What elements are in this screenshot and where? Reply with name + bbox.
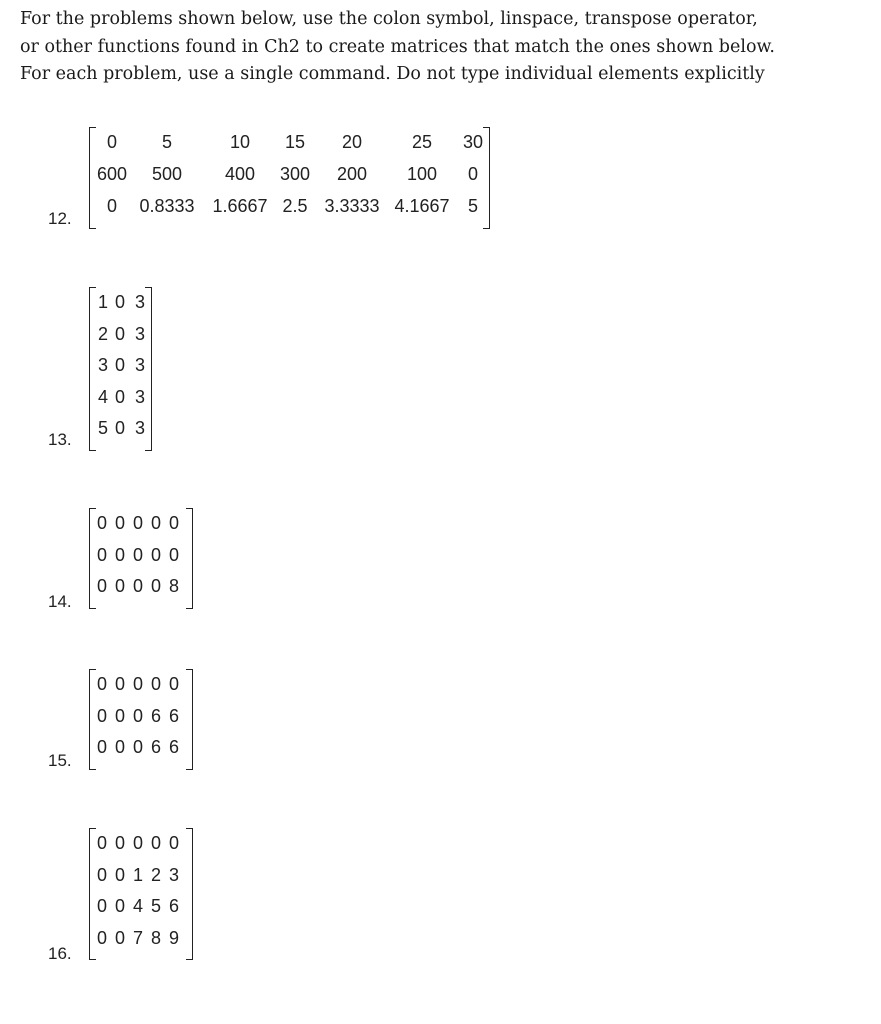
matrix-cell: 0 <box>114 674 125 694</box>
matrix-cell: 0 <box>96 896 107 916</box>
matrix-cell: 0 <box>96 576 107 596</box>
matrix-cell: 0 <box>114 544 125 565</box>
matrix-cell: 6 <box>168 705 179 726</box>
problem-number: 16. <box>48 944 72 963</box>
matrix-cell: 0 <box>114 355 125 375</box>
problem-number: 14. <box>48 592 72 611</box>
matrix-cell: 8 <box>168 576 179 596</box>
matrix-cell: 7 <box>132 927 143 948</box>
matrix-cell: 0 <box>150 576 161 596</box>
matrix-cell: 0 <box>96 544 107 565</box>
matrix-cell: 0 <box>114 705 125 726</box>
matrix-cell: 0 <box>96 833 107 853</box>
matrix-cell: 6 <box>150 737 161 757</box>
matrix-cell: 0 <box>168 513 179 533</box>
matrix-cell: 0 <box>114 292 125 312</box>
matrix-cell: 3 <box>134 386 145 407</box>
matrix-cell: 5 <box>467 196 478 216</box>
matrix <box>89 828 192 958</box>
matrix-cell: 0 <box>114 737 125 757</box>
matrix-cell: 0 <box>106 196 117 216</box>
matrix-cell: 6 <box>168 737 179 757</box>
matrix-cell: 1.6667 <box>212 196 268 216</box>
matrix-cell: 0.8333 <box>139 196 195 216</box>
matrix-cell: 0 <box>114 833 125 853</box>
matrix-cell: 5 <box>97 418 108 438</box>
matrix-cell: 8 <box>150 927 161 948</box>
matrix-cell: 0 <box>114 864 125 885</box>
matrix-cell: 500 <box>151 164 183 184</box>
matrix <box>89 287 151 449</box>
matrix-cell: 0 <box>132 576 143 596</box>
matrix-cell: 20 <box>341 132 363 152</box>
matrix-cell: 0 <box>96 674 107 694</box>
matrix-cell: 3 <box>168 864 179 885</box>
matrix-cell: 4 <box>132 896 143 916</box>
instructions-line-1: For the problems shown below, use the colon symbol, linspace, transpose operator, <box>20 9 758 29</box>
matrix-cell: 0 <box>467 164 478 184</box>
matrix-cell: 0 <box>132 544 143 565</box>
matrix-cell: 5 <box>150 896 161 916</box>
matrix-cell: 0 <box>150 544 161 565</box>
matrix-cell: 4 <box>97 386 108 407</box>
problem-number: 12. <box>48 209 72 228</box>
matrix-cell: 1 <box>97 292 108 312</box>
matrix-cell: 0 <box>132 674 143 694</box>
matrix-cell: 2 <box>97 323 108 344</box>
matrix-cell: 300 <box>279 164 311 184</box>
instructions <box>20 6 870 89</box>
matrix-cell: 0 <box>150 513 161 533</box>
matrix <box>89 508 192 607</box>
matrix-cell: 0 <box>96 864 107 885</box>
matrix-cell: 200 <box>336 164 368 184</box>
matrix-cell: 0 <box>168 674 179 694</box>
matrix-cell: 600 <box>96 164 128 184</box>
matrix-cell: 2.5 <box>282 196 308 216</box>
matrix-cell: 0 <box>132 833 143 853</box>
matrix-cell: 0 <box>150 833 161 853</box>
matrix-cell: 3 <box>97 355 108 375</box>
matrix-cell: 2 <box>150 864 161 885</box>
matrix-cell: 0 <box>132 513 143 533</box>
matrix-cell: 0 <box>96 513 107 533</box>
matrix-cell: 10 <box>229 132 251 152</box>
matrix-cell: 1 <box>132 864 143 885</box>
matrix-cell: 4.1667 <box>394 196 450 216</box>
matrix-cell: 3.3333 <box>324 196 380 216</box>
matrix-cell: 0 <box>168 833 179 853</box>
matrix-cell: 0 <box>132 705 143 726</box>
problem-number: 13. <box>48 430 72 449</box>
instructions-line-2: or other functions found in Ch2 to create matrices that match the ones shown below. <box>20 36 775 57</box>
matrix-cell: 6 <box>168 896 179 916</box>
matrix-cell: 400 <box>224 164 256 184</box>
matrix-cell: 0 <box>114 418 125 438</box>
matrix-cell: 6 <box>150 705 161 726</box>
instructions-line-3: For each problem, use a single command. Do not type individual elements explicitly <box>20 64 765 84</box>
matrix <box>89 127 489 227</box>
matrix-cell: 9 <box>168 927 179 948</box>
matrix-cell: 0 <box>114 927 125 948</box>
matrix-cell: 0 <box>114 323 125 344</box>
matrix-cell: 0 <box>96 737 107 757</box>
problem-number: 15. <box>48 751 72 770</box>
matrix-cell: 15 <box>284 132 306 152</box>
matrix-cell: 0 <box>96 927 107 948</box>
matrix-cell: 3 <box>134 355 145 375</box>
matrix <box>89 669 192 768</box>
matrix-cell: 25 <box>411 132 433 152</box>
matrix-cell: 5 <box>161 132 172 152</box>
matrix-cell: 0 <box>132 737 143 757</box>
matrix-cell: 0 <box>114 386 125 407</box>
matrix-cell: 0 <box>150 674 161 694</box>
matrix-cell: 100 <box>406 164 438 184</box>
matrix-cell: 0 <box>96 705 107 726</box>
matrix-cell: 0 <box>114 513 125 533</box>
matrix-cell: 0 <box>114 896 125 916</box>
matrix-cell: 0 <box>106 132 117 152</box>
matrix-cell: 30 <box>462 132 484 152</box>
matrix-cell: 0 <box>114 576 125 596</box>
matrix-cell: 3 <box>134 323 145 344</box>
matrix-cell: 3 <box>134 292 145 312</box>
matrix-cell: 3 <box>134 418 145 438</box>
matrix-cell: 0 <box>168 544 179 565</box>
